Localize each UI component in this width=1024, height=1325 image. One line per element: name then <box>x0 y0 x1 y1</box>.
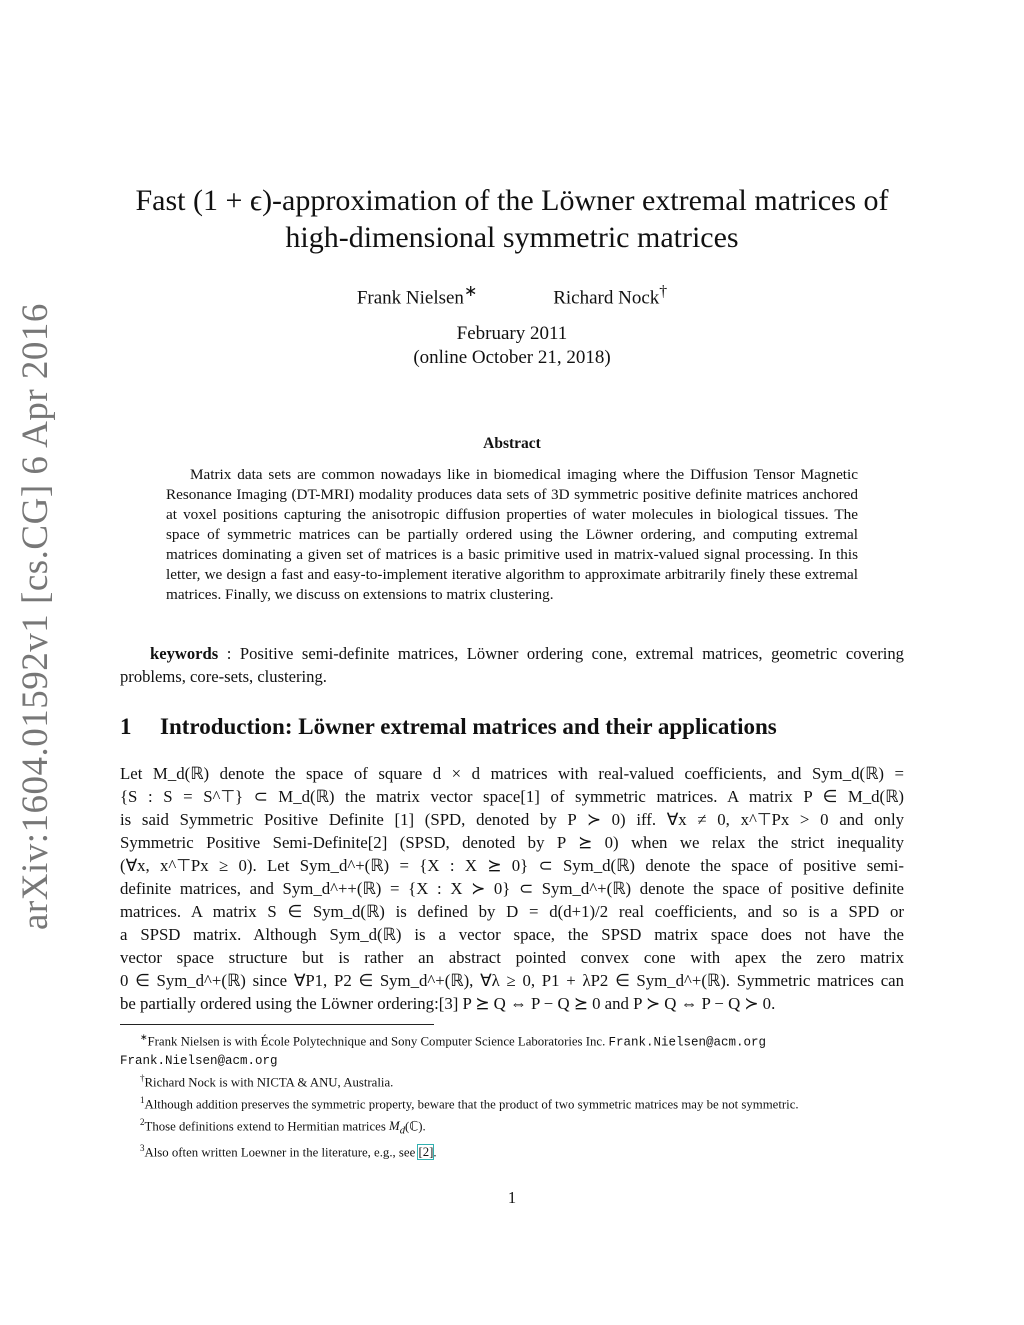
footnote-2: $^2$Those definitions extend to Hermitian matrices $M_d(ℂ)$. <box>140 1116 426 1137</box>
citation-link[interactable]: [2] <box>418 1145 434 1160</box>
section-heading <box>120 714 910 740</box>
intro-line: 0 ∈ Sym_d^+(ℝ) since ∀P1, P2 ∈ Sym_d^+(ℝ), ∀λ ≥ 0, P1 + λP2 ∈ Sym_d^+(ℝ). Symmetric matrices can <box>120 971 904 990</box>
intro-line: Symmetric Positive Semi-Definite[2] (SPSD, denoted by P ⪰ 0) when we relax the strict inequality <box>120 833 904 852</box>
intro-line: Let M_d(ℝ) denote the space of square d × d matrices with real-valued coefficients, and Sym_d(ℝ) = <box>120 764 904 783</box>
author-2-name: Richard Nock <box>553 287 660 309</box>
footnote-star-text: Frank Nielsen is with École Polytechnique and Sony Computer Science Laboratories Inc. <box>147 1034 606 1049</box>
title-line-2: high-dimensional symmetric matrices <box>285 221 739 254</box>
footnote-dagger <box>120 1070 904 1092</box>
author-2 <box>553 283 667 309</box>
footnote-rule <box>120 1024 434 1025</box>
arxiv-stamp: arXiv:1604.01592v1 [cs.CG] 6 Apr 2016 <box>15 303 56 930</box>
footnote-2-text: Those definitions extend to Hermitian matrices <box>144 1119 386 1134</box>
online-date: (online October 21, 2018) <box>413 347 611 368</box>
footnote-1 <box>120 1092 904 1114</box>
intro-line: definite matrices, and Sym_d^++(ℝ) = {X : X ≻ 0} ⊂ Sym_d^+(ℝ) denote the space of positive definite <box>120 879 904 898</box>
author-1-name: Frank Nielsen <box>356 287 464 309</box>
page-number: 1 <box>507 1188 517 1207</box>
section-number: 1 <box>120 714 132 739</box>
date: February 2011 <box>456 323 568 344</box>
intro-line: a SPSD matrix. Although Sym_d(ℝ) is a vector space, the SPSD matrix space does not have the <box>120 925 904 944</box>
footnote-dagger-text: Richard Nock is with NICTA & ANU, Australia. <box>144 1075 394 1090</box>
intro-line: be partially ordered using the Löwner ordering:[3] P ⪰ Q ⇔ P − Q ⪰ 0 and P ≻ Q ⇔ P − Q ≻ 0. <box>120 994 776 1013</box>
footnote-1-mark: 1 <box>140 1095 145 1106</box>
footnote-star-email-2[interactable] <box>120 1052 904 1071</box>
intro-line: matrices. A matrix S ∈ Sym_d(ℝ) is defined by D = d(d+1)/2 real coefficients, and so is a SPD or <box>120 902 904 921</box>
footnote-3-mark: 3 <box>140 1143 145 1154</box>
footnote-2-mark: 2 <box>140 1116 145 1127</box>
author-1 <box>357 281 477 309</box>
footnote-3-text: Also often written Loewner in the literature, e.g., see <box>144 1145 416 1160</box>
abstract-body: Matrix data sets are common nowadays like in biomedical imaging where the Diffusion Tensor Magnetic Resonance Imaging (DT-MRI) modality produces data sets of 3D symmetric positive definite matrices anchored at voxel positions capturing the anisotropic diffusion properties of water molecules in biological tissues. The space of symmetric matrices can be partially ordered using the Löwner ordering, and computing extremal matrices dominating a given set of matrices is a basic primitive used in matrix-valued signal processing. In this letter, we design a fast and easy-to-implement iterative algorithm to approximate arbitrarily finely these extremal matrices. Finally, we discuss on extensions to matrix clustering. <box>166 466 858 603</box>
intro-line: {S : S = S^⊤} ⊂ M_d(ℝ) the matrix vector space[1] of symmetric matrices. A matrix P ∈ M_d(ℝ) <box>120 787 904 806</box>
intro-line: is said Symmetric Positive Definite [1] (SPD, denoted by P ≻ 0) iff. ∀x ≠ 0, x^⊤Px > 0 and only <box>120 810 904 829</box>
title-line-1: Fast (1 + ϵ)-approximation of the Löwner extremal matrices of <box>135 184 889 217</box>
footnote-star-mark: ∗ <box>140 1032 148 1042</box>
dates <box>0 322 1024 370</box>
author-list <box>0 281 1024 309</box>
keywords-text: Positive semi-definite matrices, Löwner ordering cone, extremal matrices, geometric covering problems, core-sets, clustering. <box>120 644 904 686</box>
email-link[interactable]: Frank.Nielsen@acm.org <box>608 1035 767 1050</box>
author-1-mark: ∗ <box>463 283 478 300</box>
keywords-label: keywords <box>150 644 219 663</box>
footnote-3: $^3$Also often written Loewner in the literature, e.g., see [2]. <box>140 1143 437 1160</box>
intro-paragraph <box>120 762 904 1015</box>
author-2-mark: † <box>659 283 668 300</box>
email-link-2[interactable]: Frank.Nielsen@acm.org <box>120 1053 278 1068</box>
footnote-dagger-mark: † <box>140 1073 145 1084</box>
footnotes <box>120 1029 904 1162</box>
footnote-1-text: Although addition preserves the symmetric property, beware that the product of two symmetric matrices may be not symmetric. <box>144 1097 799 1112</box>
paper-title <box>120 182 904 256</box>
keywords <box>120 642 904 688</box>
footnote-star <box>120 1029 904 1052</box>
intro-line: (∀x, x^⊤Px ≥ 0). Let Sym_d^+(ℝ) = {X : X ⪰ 0} ⊂ Sym_d(ℝ) denote the space of positive semi- <box>120 856 904 875</box>
intro-line: vector space structure but is rather an abstract pointed convex cone with apex the zero matrix <box>120 948 904 967</box>
abstract-heading: Abstract <box>483 435 541 452</box>
section-title: Introduction: Löwner extremal matrices and their applications <box>160 714 777 739</box>
keywords-separator: : <box>218 644 240 663</box>
